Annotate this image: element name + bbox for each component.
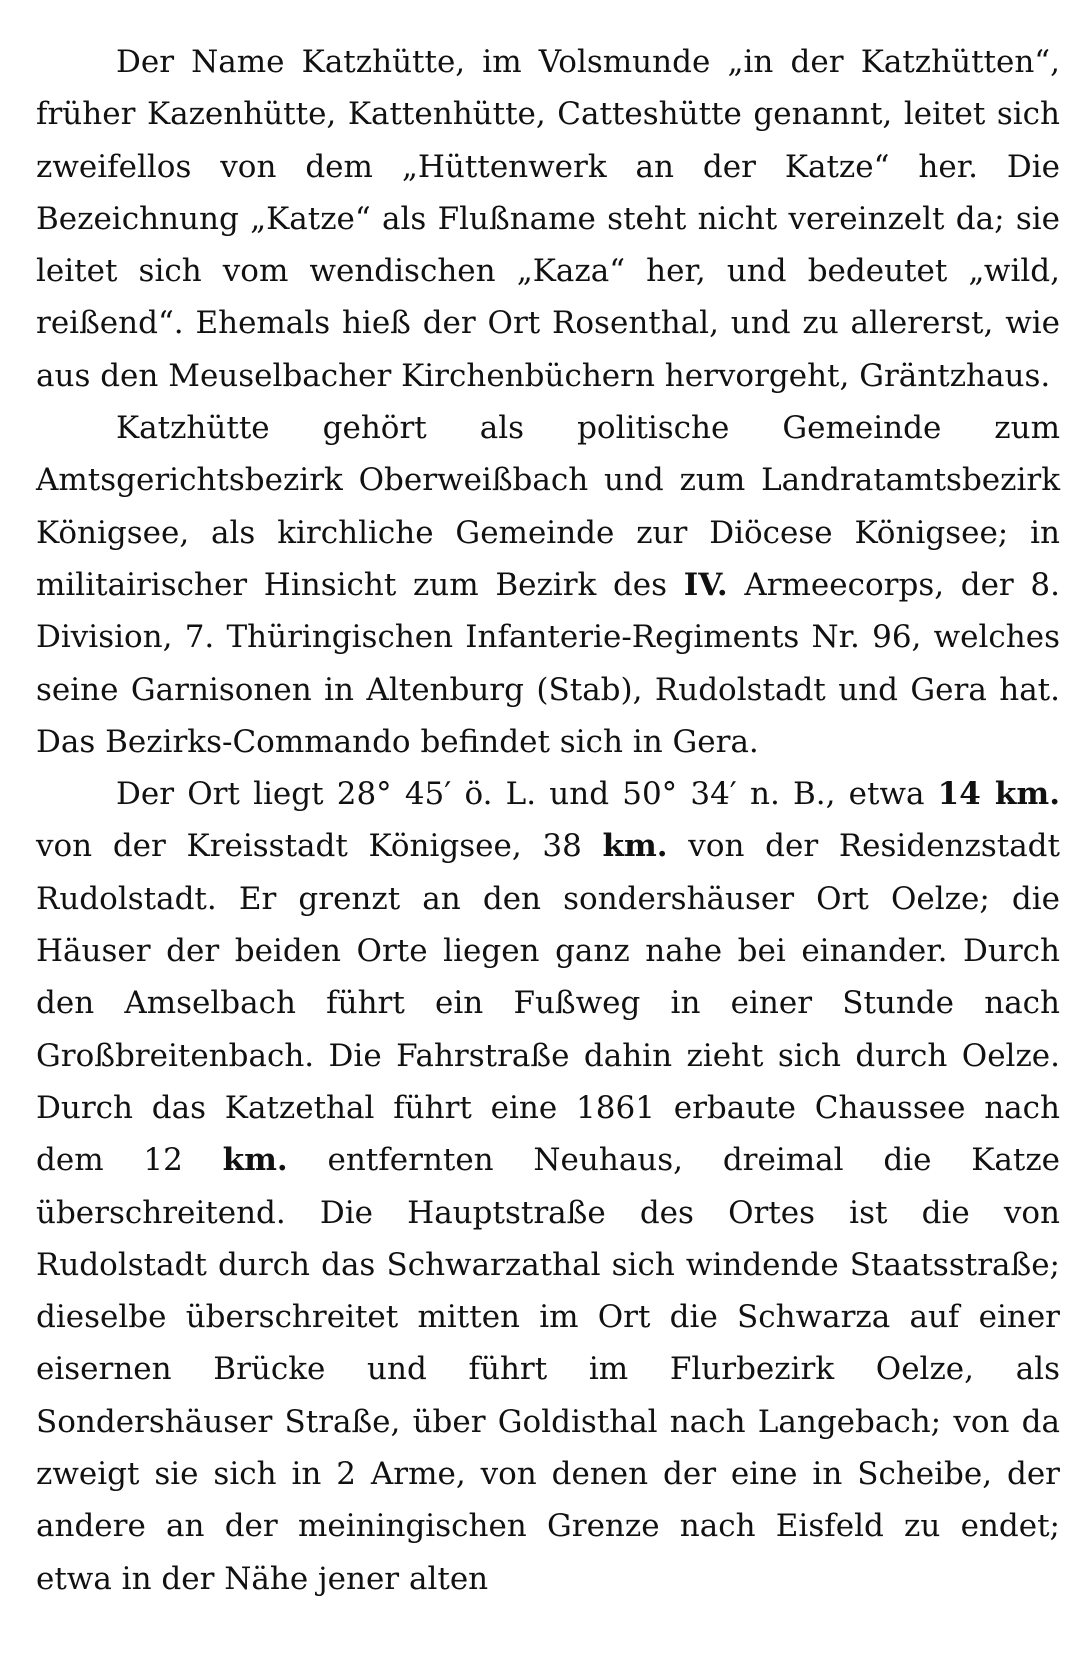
text-segment: Der Ort liegt 28° 45′ ö. L. und 50° 34′ n. B., etwa [116, 776, 938, 813]
text-segment-bold: km. [222, 1142, 288, 1179]
text-segment: Armeecorps, der 8. Division, 7. Thüringischen Infanterie-Regiments Nr. 96, welches seine Garnisonen in Altenburg (Stab), Rudolstadt und Gera hat. Das Bezirks-Commando befindet sich in Gera. [36, 566, 1060, 760]
text-segment: von der Kreisstadt Königsee, 38 [36, 828, 603, 865]
text-segment: entfernten Neuhaus, dreimal die Katze überschreitend. Die Hauptstraße des Ortes ist die von Rudolstadt durch das Schwarzathal sich windende Staatsstraße; dieselbe überschreitet mitten im Ort die Schwarza auf einer eisernen Brücke und führt im Flurbezirk Oelze, als Sondershäuser Straße, über Goldisthal nach Langebach; von da zweigt sie sich in 2 Arme, von denen der eine in Scheibe, der andere an der meiningischen Grenze nach Eisfeld zu endet; etwa in der Nähe jener alten [36, 1142, 1060, 1597]
text-segment: Katzhütte gehört als politische Gemeinde zum Amtsgerichtsbezirk Oberweißbach und zum Landratamtsbezirk Königsee, als kirchliche Gemeinde zur Diöcese Königsee; in militairischer Hinsicht zum Bezirk des [36, 410, 1060, 603]
text-segment: von der Residenzstadt Rudolstadt. Er grenzt an den sondershäuser Ort Oelze; die Häuser der beiden Orte liegen ganz nahe bei einander. Durch den Amselbach führt ein Fußweg in einer Stunde nach Großbreitenbach. Die Fahrstraße dahin zieht sich durch Oelze. Durch das Katzethal führt eine 1861 erbaute Chaussee nach dem 12 [36, 828, 1060, 1179]
text-segment: Der Name Katzhütte, im Volsmunde „in der Katzhütten“, früher Kazenhütte, Kattenhütte, Catteshütte genannt, leitet sich zweifellos von dem „Hüttenwerk an der Katze“ her. Die Bezeichnung „Katze“ als Flußname steht nicht vereinzelt da; sie leitet sich vom wendischen „Kaza“ her, und bedeutet „wild, reißend“. Ehemals hieß der Ort Rosenthal, und zu allererst, wie aus den Meuselbacher Kirchenbüchern hervorgeht, Gräntzhaus. [36, 44, 1060, 394]
text-segment-bold: IV. [683, 566, 728, 603]
paragraph-administration [36, 402, 1060, 768]
paragraph-location [36, 768, 1060, 1605]
text-segment-bold: 14 km. [937, 776, 1060, 813]
text-segment-bold: km. [602, 828, 668, 865]
paragraph-name-origin [36, 36, 1060, 402]
body-text [36, 36, 1060, 1605]
